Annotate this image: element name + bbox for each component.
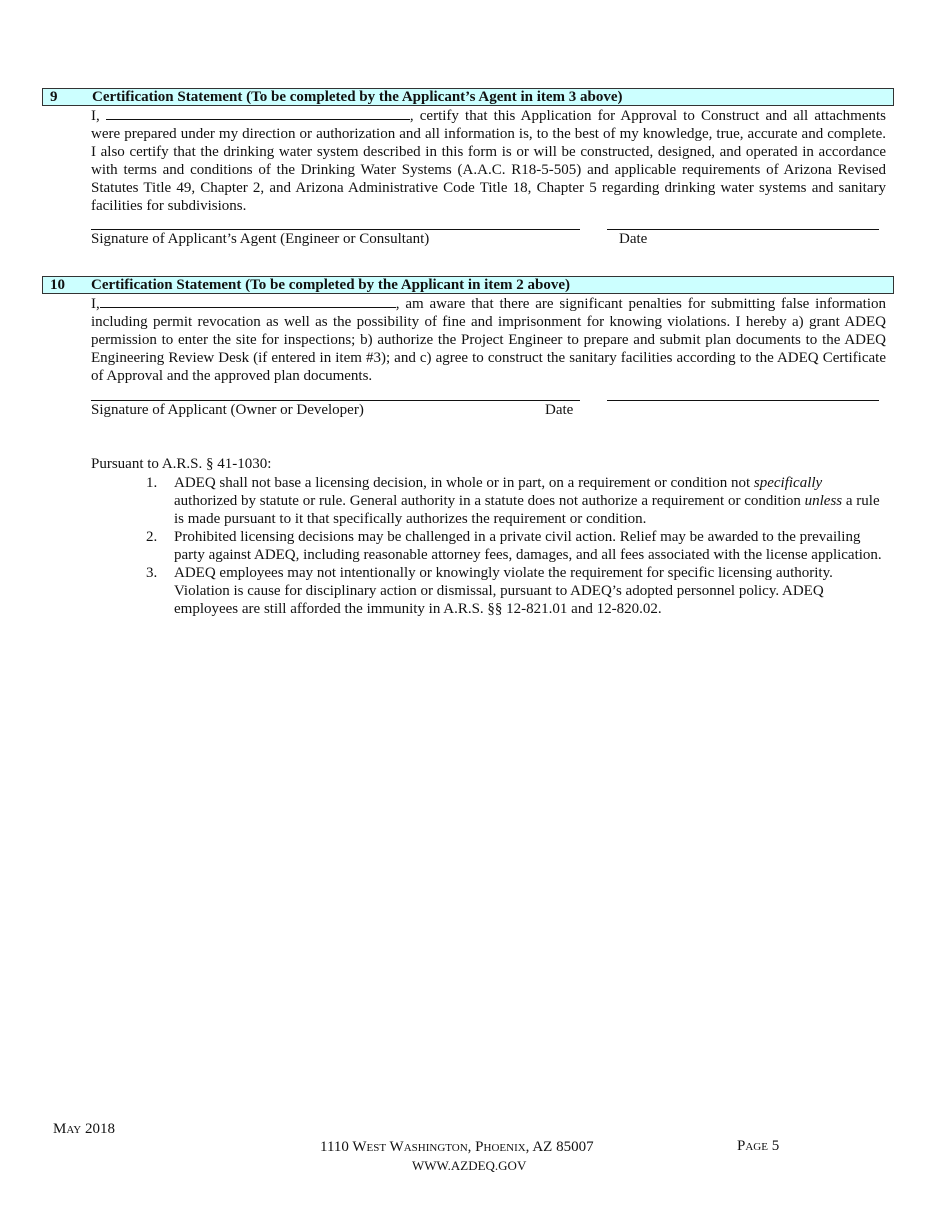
agent-name-blank[interactable] [106, 106, 410, 120]
section-9-header [42, 88, 894, 106]
para-body: , certify that this Application for Approval to Construct and all attachments were prepared under my direction or authorization and all information is, to the best of my knowledge, true, accurate and complete. I also certify that the drinking water system described in this form is or will be constructed, designed, and operated in accordance with terms and conditions of the Drinking Water Systems (A.A.C. R18-5-505) and applicable requirements of Arizona Revised Statutes Title 49, Chapter 2, and Arizona Administrative Code Title 18, Chapter 5 regarding drinking water systems and sanitary facilities for subdivisions. [91, 108, 886, 214]
section-number: 9 [50, 89, 58, 105]
applicant-name-blank[interactable] [100, 294, 396, 308]
para-body: , am aware that there are significant penalties for submitting false information including permit revocation as well as the possibility of fine and imprisonment for knowing violations. I hereby a) grant ADEQ permission to enter the site for inspections; b) authorize the Project Engineer to prepare and submit plan documents to the ADEQ Engineering Review Desk (if entered in item #3); and c) agree to construct the sanitary facilities according to the ADEQ Certificate of Approval and the approved plan documents. [91, 296, 886, 384]
applicant-date-label: Date [545, 402, 574, 418]
list-number: 1. [146, 475, 158, 491]
section-number: 10 [50, 277, 65, 293]
list-text: ADEQ shall not base a licensing decision, in whole or in part, on a requirement or condition not specifically authorized by statute or rule. General authority in a statute does not authorize a requirement or condition unless a rule is made pursuant to it that specifically authorizes the requirement or condition. [174, 475, 880, 527]
footer-address: 1110 West Washington, Phoenix, AZ 85007 [320, 1139, 594, 1155]
list-item [91, 474, 886, 528]
section-9-certification-text [91, 106, 886, 215]
para-start: I, [91, 296, 100, 312]
list-item [91, 528, 886, 564]
list-item [91, 564, 886, 618]
ars-list [91, 474, 886, 618]
agent-date-line[interactable] [607, 229, 879, 230]
section-title: Certification Statement (To be completed by the Applicant’s Agent in item 3 above) [92, 89, 623, 105]
list-text: ADEQ employees may not intentionally or knowingly violate the requirement for specific licensing authority. Violation is cause for disciplinary action or dismissal, pursuant to ADEQ’s adopted personnel policy. ADEQ employees are still afforded the immunity in A.R.S. §§ 12-821.01 and 12-820.02. [174, 565, 833, 617]
section-10-certification-text [91, 294, 886, 385]
list-number: 2. [146, 529, 158, 545]
agent-signature-line[interactable] [91, 229, 580, 230]
applicant-signature-label: Signature of Applicant (Owner or Developer) [91, 402, 364, 418]
applicant-date-line[interactable] [607, 400, 879, 401]
list-text: Prohibited licensing decisions may be challenged in a private civil action. Relief may be awarded to the prevailing party against ADEQ, including reasonable attorney fees, damages, and all fees associated with the license application. [174, 529, 882, 563]
section-title: Certification Statement (To be completed by the Applicant in item 2 above) [91, 277, 570, 293]
page-number: Page 5 [737, 1138, 780, 1154]
footer-date: May 2018 [53, 1121, 115, 1137]
section-10-header [42, 276, 894, 294]
agent-signature-label: Signature of Applicant’s Agent (Engineer or Consultant) [91, 231, 430, 247]
applicant-signature-line[interactable] [91, 400, 580, 401]
ars-intro: Pursuant to A.R.S. § 41-1030: [91, 456, 272, 472]
agent-date-label: Date [619, 231, 648, 247]
list-number: 3. [146, 565, 158, 581]
para-start: I, [91, 108, 100, 124]
footer-website[interactable]: WWW.AZDEQ.GOV [412, 1158, 527, 1173]
